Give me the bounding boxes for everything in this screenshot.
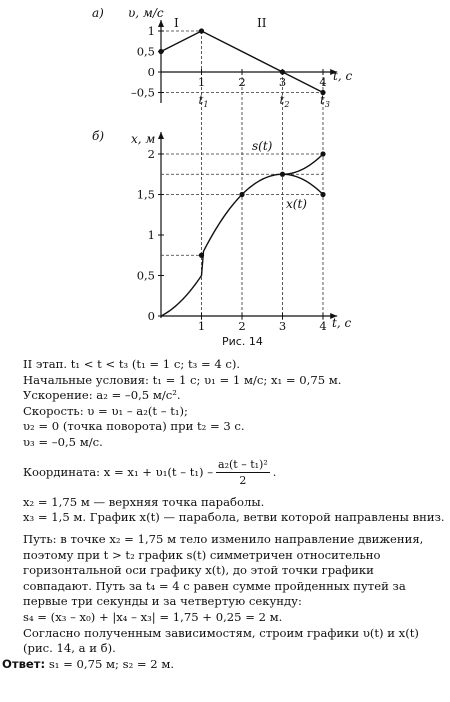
panel-a-label: а) xyxy=(92,6,104,20)
x-tick-label: 2 xyxy=(238,75,246,89)
conclusion-paragraph: Согласно полученным зависимостям, строим графики υ(t) и x(t) (рис. 14, а и б). xyxy=(23,625,419,656)
x-tick-label: 3 xyxy=(278,319,287,333)
acceleration-line: Ускорение: a₂ = –0,5 м/с². xyxy=(23,388,181,403)
y-tick-label: 1 xyxy=(147,228,155,242)
panel-b-marks xyxy=(161,151,326,316)
stage-line: II этап. t₁ < t < t₃ (t₁ = 1 с; t₃ = 4 с). xyxy=(23,357,241,371)
panel-b-label: б) xyxy=(92,129,105,143)
time-marker-sub: 1 xyxy=(203,100,209,109)
panel-b-xlabel: t, с xyxy=(332,316,352,330)
velocity-point xyxy=(199,28,204,33)
answer-line xyxy=(2,657,446,673)
panel-a-ylabel: υ, м/с xyxy=(128,6,164,20)
y-tick-label: 2 xyxy=(147,147,155,161)
path-paragraph: Путь: в точке x₂ = 1,75 м тело изменило направление движения, поэтому при t > t₂ график s(t) симметричен относительно горизонтальной оси графику x(t), до этой точки графики совпадают. Путь за t₄ = 4 с равен сумме пройденных путей за первые три секунды и за четвертую секунду: xyxy=(23,531,424,609)
x-tick-label: 4 xyxy=(319,75,327,89)
initial-conditions: Начальные условия: t₁ = 1 с; υ₁ = 1 м/с; x₁ = 0,75 м. xyxy=(23,372,342,387)
position-point xyxy=(280,172,285,177)
position-graph xyxy=(92,129,351,348)
turning-point-line: υ₂ = 0 (точка поворота) при t₂ = 3 с. xyxy=(23,419,245,434)
y-tick-label: 0,5 xyxy=(136,44,155,59)
velocity-point xyxy=(158,49,163,54)
region-label-2: II xyxy=(257,16,267,30)
panel-a-ticks xyxy=(131,24,327,100)
formula-fraction xyxy=(216,457,270,489)
final-velocity-line: υ₃ = –0,5 м/с. xyxy=(23,434,103,449)
position-point xyxy=(320,192,325,197)
series-label-s: s(t) xyxy=(252,139,273,153)
position-point xyxy=(239,192,244,197)
x-tick-label: 1 xyxy=(197,319,206,333)
velocity-graph xyxy=(92,6,352,322)
y-tick-label: 1,5 xyxy=(136,187,155,202)
y-tick-label: 0 xyxy=(147,65,155,79)
position-point xyxy=(199,253,204,258)
parabola-line: x₃ = 1,5 м. График x(t) — парабола, ветви которой направлены вниз. xyxy=(23,510,445,525)
formula-end: . xyxy=(272,464,277,479)
top-point-line: x₂ = 1,75 м — верхняя точка параболы. xyxy=(23,494,265,509)
time-marker-label: $t_3$ xyxy=(320,93,330,109)
fraction-numerator: a₂(t – t₁)² xyxy=(216,457,270,474)
time-marker-label: $t_1$ xyxy=(198,93,209,109)
panel-a-time-markers xyxy=(199,93,330,109)
y-tick-label: 1 xyxy=(147,24,155,38)
panel-a-axes xyxy=(161,20,337,103)
time-marker-label: $t_2$ xyxy=(279,93,290,109)
y-tick-label: 0,5 xyxy=(136,268,155,283)
answer-label: Ответ: xyxy=(2,656,46,671)
velocity-point xyxy=(280,69,285,74)
shared-curve xyxy=(161,174,283,316)
panel-a-xlabel: t, с xyxy=(333,69,353,83)
panel-b-ticks xyxy=(137,147,327,333)
coordinate-formula xyxy=(2,457,446,489)
time-marker-sub: 2 xyxy=(284,100,290,109)
y-tick-label: 0 xyxy=(147,309,155,323)
x-curve-branch xyxy=(283,174,324,194)
x-tick-label: 3 xyxy=(278,75,287,89)
solution-text xyxy=(2,357,446,672)
time-marker-sub: 3 xyxy=(324,100,330,109)
path-formula: s₄ = (x₃ – x₀) + |x₄ – x₃| = 1,75 + 0,25 = 2 м. xyxy=(23,609,283,624)
s-curve-branch xyxy=(283,154,324,174)
y-tick-label: –0,5 xyxy=(130,85,155,100)
series-label-x: x(t) xyxy=(286,197,307,211)
coordinate-formula-left: Координата: x = x₁ + υ₁(t – t₁) – xyxy=(23,464,214,479)
region-label-1: I xyxy=(174,16,179,30)
position-point xyxy=(320,151,325,156)
answer-text: s₁ = 0,75 м; s₂ = 2 м. xyxy=(48,656,175,671)
panel-b-ylabel: x, м xyxy=(131,132,156,146)
figure-caption: Рис. 14 xyxy=(222,335,263,348)
velocity-line: Скорость: υ = υ₁ – a₂(t – t₁); xyxy=(23,403,188,418)
x-tick-label: 2 xyxy=(238,319,246,333)
x-tick-label: 1 xyxy=(197,75,206,89)
panel-b-axes xyxy=(161,132,337,318)
fraction-denominator: 2 xyxy=(239,474,247,488)
x-tick-label: 4 xyxy=(319,319,327,333)
